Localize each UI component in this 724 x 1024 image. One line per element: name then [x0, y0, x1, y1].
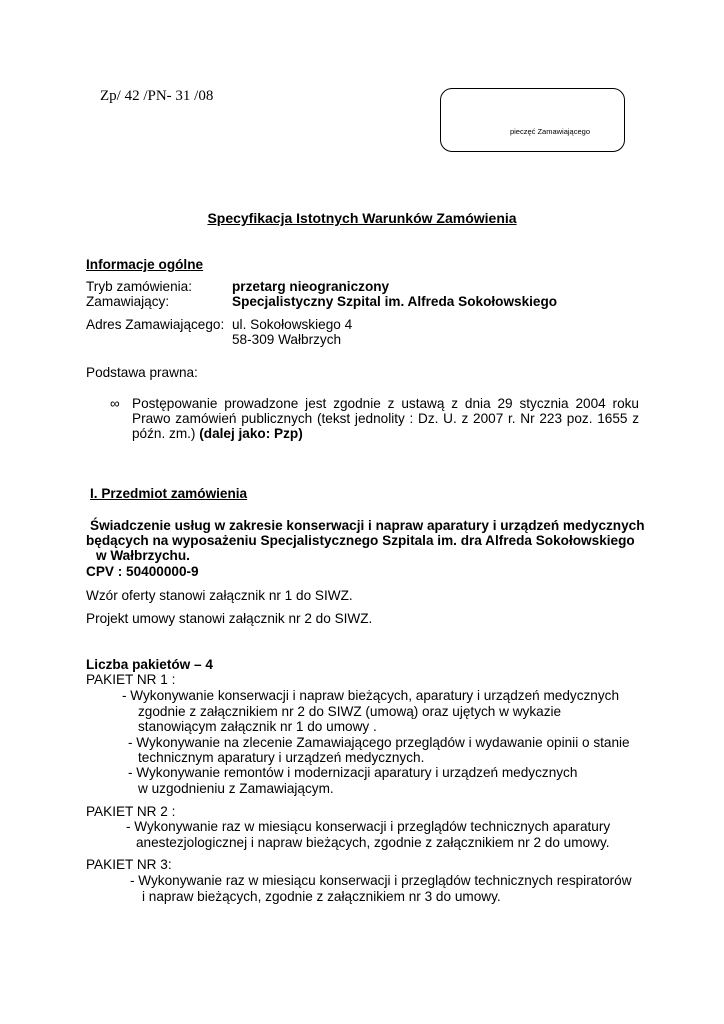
document-title: Specyfikacja Istotnych Warunków Zamówienia: [207, 210, 517, 226]
address-line1: ul. Sokołowskiego 4: [232, 317, 353, 332]
address-label: Adres Zamawiającego:: [86, 317, 225, 332]
buyer-label: Zamawiający:: [86, 294, 170, 309]
mode-value: przetarg nieograniczony: [232, 279, 390, 294]
legal-basis-label: Podstawa prawna:: [86, 365, 198, 380]
package3-line2: i napraw bieżących, zgodnie z załącznikiem nr 3 do umowy.: [142, 889, 501, 904]
buyer-value: Specjalistyczny Szpital im. Alfreda Sokołowskiego: [232, 294, 558, 309]
contract-draft-note: Projekt umowy stanowi załącznik nr 2 do SIWZ.: [86, 611, 373, 626]
stamp-box: [440, 88, 625, 152]
subject-line2: będących na wyposażeniu Specjalistycznego Szpitala im. dra Alfreda Sokołowskiego: [86, 533, 635, 548]
offer-form-note: Wzór oferty stanowi załącznik nr 1 do SIWZ.: [86, 588, 353, 603]
legal-line2: Prawo zamówień publicznych (tekst jednolity : Dz. U. z 2007 r. Nr 223 poz. 1655 z: [132, 411, 639, 426]
cpv-code: CPV : 50400000-9: [86, 564, 199, 579]
package1-line2: zgodnie z załącznikiem nr 2 do SIWZ (umową) oraz ujętych w wykazie: [138, 704, 562, 719]
general-info-heading: Informacje ogólne: [86, 257, 204, 272]
package2-line1: - Wykonywanie raz w miesiącu konserwacji i przeglądów technicznych aparatury: [126, 819, 611, 834]
package3-title: PAKIET NR 3:: [86, 857, 172, 872]
package1-line4: - Wykonywanie na zlecenie Zamawiającego przeglądów i wydawanie opinii o stanie: [128, 735, 630, 750]
package3-line1: - Wykonywanie raz w miesiącu konserwacji i przeglądów technicznych respiratorów: [130, 873, 632, 888]
package1-line7: w uzgodnieniu z Zamawiającym.: [138, 781, 334, 796]
mode-label: Tryb zamówienia:: [86, 279, 193, 294]
section1-heading: I. Przedmiot zamówienia: [90, 486, 248, 501]
stamp-label: pieczęć Zamawiającego: [509, 127, 590, 136]
legal-line1: Postępowanie prowadzone jest zgodnie z ustawą z dnia 29 stycznia 2004 roku: [132, 396, 639, 411]
package2-title: PAKIET NR 2 :: [86, 804, 176, 819]
package1-line5: technicznym aparatury i urządzeń medycznych.: [138, 750, 425, 765]
package2-line2: anestezjologicznej i napraw bieżących, zgodnie z załącznikiem nr 2 do umowy.: [136, 835, 610, 850]
package1-line1: - Wykonywanie konserwacji i napraw bieżących, aparatury i urządzeń medycznych: [122, 688, 620, 703]
package1-line6: - Wykonywanie remontów i modernizacji aparatury i urządzeń medycznych: [128, 765, 578, 780]
address-line2: 58-309 Wałbrzych: [232, 332, 342, 347]
subject-line3: w Wałbrzychu.: [96, 548, 190, 563]
package1-line3: stanowiącym załącznik nr 1 do umowy .: [138, 719, 377, 734]
package1-title: PAKIET NR 1 :: [86, 672, 176, 687]
legal-line3-plain: późn. zm.): [132, 426, 196, 441]
subject-line1: Świadczenie usług w zakresie konserwacji i napraw aparatury i urządzeń medycznych: [90, 518, 645, 533]
reference-number: Zp/ 42 /PN- 31 /08: [100, 88, 214, 104]
legal-line3-bold: (dalej jako: Pzp): [199, 426, 303, 441]
infinity-bullet-icon: ∞: [110, 396, 120, 411]
legal-line3: [132, 426, 303, 442]
package-count-heading: Liczba pakietów – 4: [86, 657, 213, 672]
